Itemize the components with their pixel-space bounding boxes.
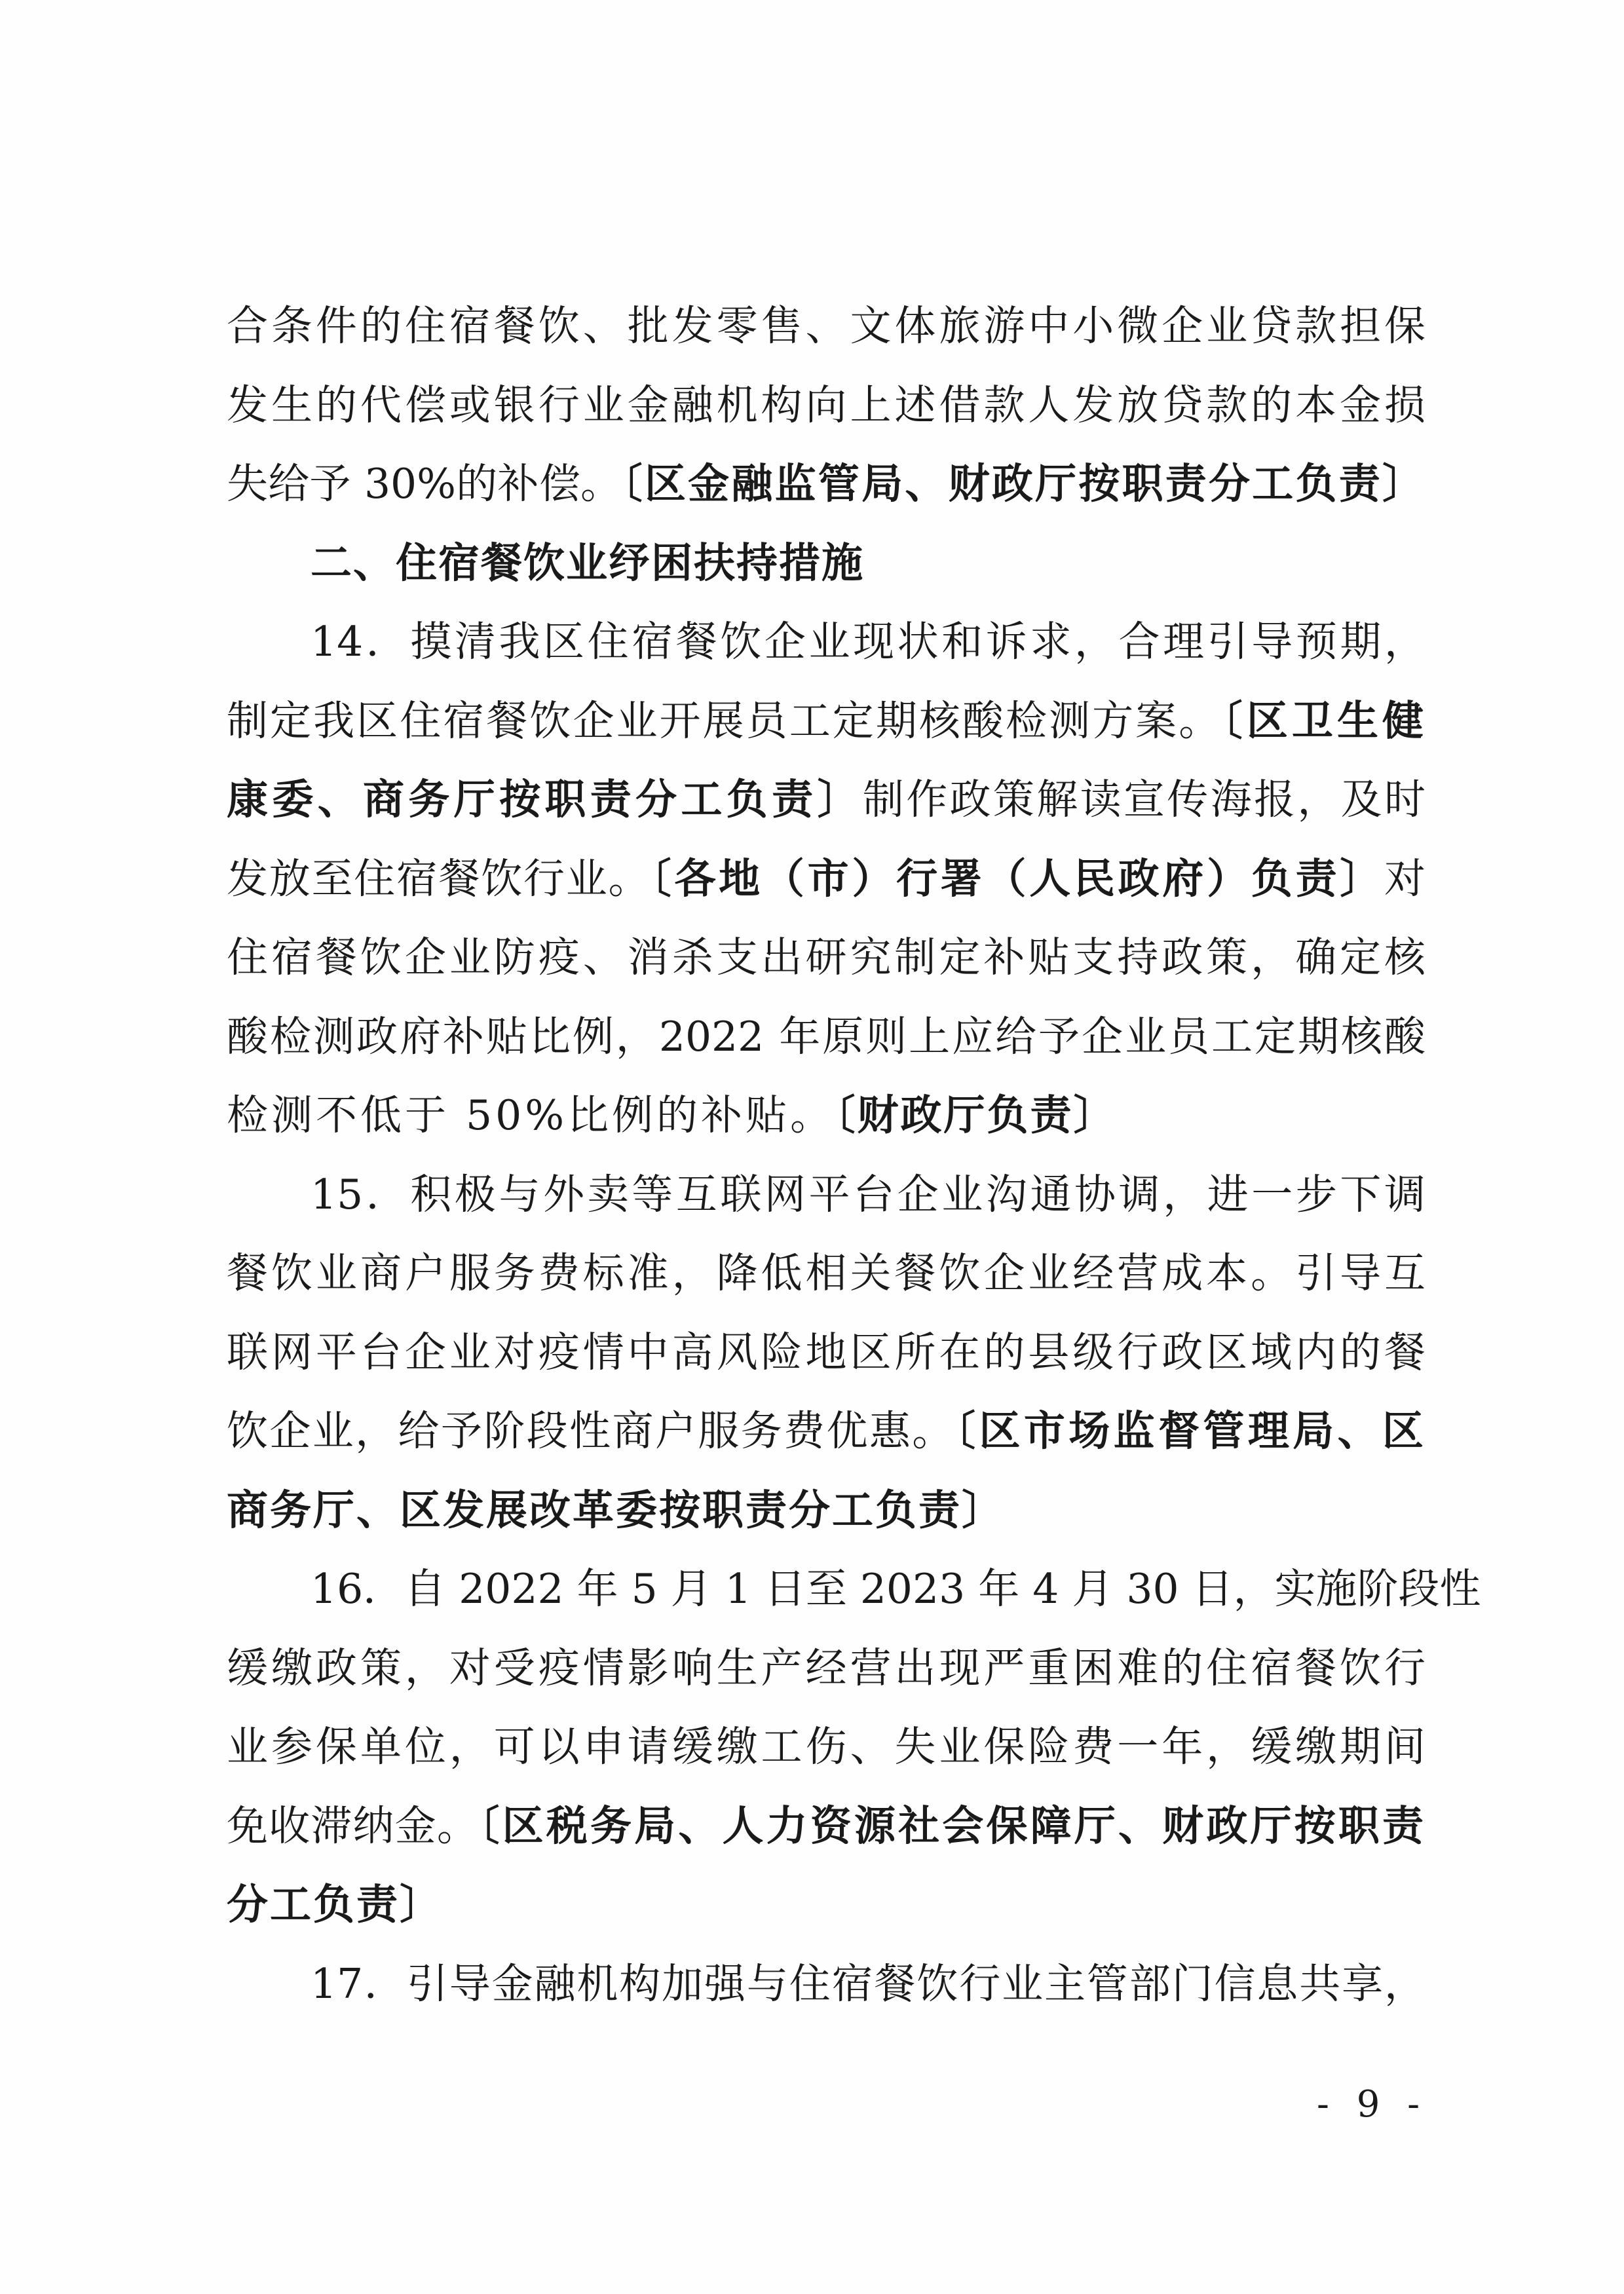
body-text: 发放至住宿餐饮行业。	[227, 854, 651, 903]
responsible-dept: 〔区市场监督管理局、区	[954, 1407, 1426, 1455]
page-number: - 9 -	[1317, 2083, 1428, 2126]
body-text: 合条件的住宿餐饮、批发零售、文体旅游中小微企业贷款担保	[227, 302, 1426, 350]
responsible-dept: 〔各地（市）行署（人民政府）负责〕	[651, 854, 1385, 903]
text-line	[227, 445, 1426, 524]
responsible-dept: 商务厅、区发展改革委按职责分工负责〕	[227, 1486, 1005, 1534]
responsible-dept: 分工负责〕	[227, 1881, 443, 1928]
body-text: 14．摸清我区住宿餐饮企业现状和诉求，合理引导预期，	[311, 618, 1426, 666]
responsible-dept: 〔区卫生健	[1222, 696, 1426, 745]
body-text: 住宿餐饮企业防疫、消杀支出研究制定补贴支持政策，确定核	[227, 933, 1426, 981]
text-line	[227, 366, 1426, 445]
paragraph-14-start	[227, 603, 1426, 682]
body-text: 酸检测政府补贴比例，2022 年原则上应给予企业员工定期核酸	[227, 1012, 1426, 1061]
text-line	[227, 1708, 1426, 1787]
responsible-dept: 康委、商务厅按职责分工负责〕	[227, 776, 863, 823]
text-line	[227, 1471, 1426, 1551]
responsible-dept: 〔区金融监管局、财政厅按职责分工负责〕	[622, 460, 1426, 508]
document-body	[227, 287, 1481, 2023]
paragraph-16-start	[227, 1550, 1481, 1629]
text-line	[227, 1629, 1426, 1708]
body-text: 业参保单位，可以申请缓缴工伤、失业保险费一年，缓缴期间	[227, 1723, 1426, 1771]
body-text: 发生的代偿或银行业金融机构向上述借款人发放贷款的本金损	[227, 381, 1426, 429]
body-text: 15．积极与外卖等互联网平台企业沟通协调，进一步下调	[311, 1170, 1426, 1218]
responsible-dept: 〔区税务局、人力资源社会保障厅、财政厅按职责	[479, 1801, 1426, 1850]
body-text: 联网平台企业对疫情中高风险地区所在的县级行政区域内的餐	[227, 1328, 1426, 1376]
text-line	[227, 287, 1426, 366]
body-text: 16．自 2022 年 5 月 1 日至 2023 年 4 月 30 日，实施阶段性	[311, 1565, 1481, 1613]
text-line	[227, 998, 1426, 1077]
body-text: 制作政策解读宣传海报，及时	[862, 776, 1426, 823]
text-line	[227, 761, 1426, 840]
text-line	[227, 682, 1426, 761]
paragraph-15-start	[227, 1156, 1426, 1235]
body-text: 饮企业，给予阶段性商户服务费优惠。	[227, 1407, 955, 1455]
text-line	[227, 1076, 1426, 1156]
body-text: 制定我区住宿餐饮企业开展员工定期核酸检测方案。	[227, 696, 1222, 745]
text-line	[227, 1234, 1426, 1313]
body-text: 对	[1384, 854, 1426, 903]
text-line	[227, 1392, 1426, 1471]
responsible-dept: 〔财政厅负责〕	[835, 1091, 1117, 1139]
text-line	[227, 1313, 1426, 1393]
paragraph-17-start	[227, 1945, 1426, 2024]
body-text: 缓缴政策，对受疫情影响生产经营出现严重困难的住宿餐饮行	[227, 1644, 1426, 1692]
text-line	[227, 840, 1426, 919]
section-heading	[227, 524, 1426, 603]
body-text: 17．引导金融机构加强与住宿餐饮行业主管部门信息共享，	[311, 1959, 1426, 2008]
body-text: 检测不低于 50%比例的补贴。	[227, 1091, 835, 1139]
section-heading-text: 二、住宿餐饮业纾困扶持措施	[311, 538, 864, 587]
body-text: 失给予 30%的补偿。	[227, 460, 622, 508]
body-text: 免收滞纳金。	[227, 1801, 479, 1850]
text-line	[227, 1787, 1426, 1866]
text-line	[227, 1866, 1426, 1945]
body-text: 餐饮业商户服务费标准，降低相关餐饮企业经营成本。引导互	[227, 1249, 1426, 1297]
text-line	[227, 918, 1426, 998]
